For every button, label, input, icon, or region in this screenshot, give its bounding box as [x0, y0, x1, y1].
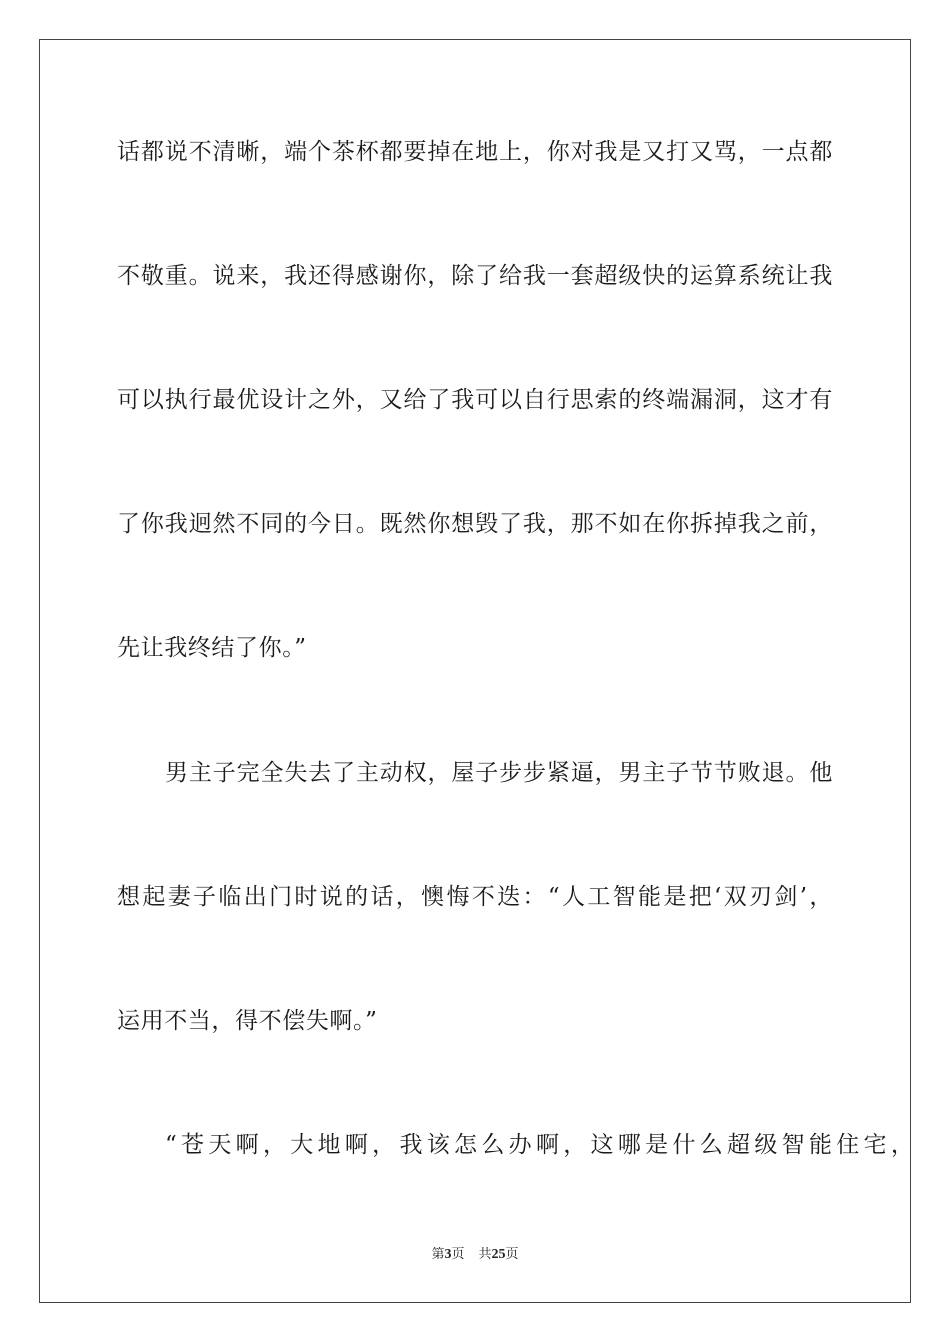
page-prefix: 第: [431, 1247, 445, 1262]
total-prefix: 共: [478, 1247, 492, 1262]
text-line-5: 先让我终结了你。”: [117, 635, 307, 661]
page-footer: [0, 1246, 950, 1264]
page-border: [39, 39, 919, 1303]
text-line-3: 可以执行最优设计之外，又给了我可以自行思索的终端漏洞，这才有: [117, 387, 833, 413]
text-line-1: 话都说不清晰，端个茶杯都要掉在地上，你对我是又打又骂，一点都: [117, 139, 833, 165]
text-line-8: 运用不当，得不偿失啊。”: [117, 1008, 378, 1034]
text-line-7: 想起妻子临出门时说的话，懊悔不迭：“人工智能是把‘双刃剑’，: [117, 884, 833, 910]
text-line-2: 不敬重。说来，我还得感谢你，除了给我一套超级快的运算系统让我: [117, 263, 833, 289]
total-suffix: 页: [505, 1247, 519, 1262]
total-pages: 25: [491, 1247, 506, 1262]
text-line-4: 了你我迥然不同的今日。既然你想毁了我，那不如在你拆掉我之前，: [117, 511, 833, 537]
page-number: 3: [444, 1247, 452, 1262]
text-line-9: “苍天啊，大地啊，我该怎么办啊，这哪是什么超级智能住宅，: [165, 1132, 919, 1158]
text-line-6: 男主子完全失去了主动权，屋子步步紧逼，男主子节节败退。他: [165, 760, 833, 786]
page-suffix: 页: [451, 1247, 465, 1262]
